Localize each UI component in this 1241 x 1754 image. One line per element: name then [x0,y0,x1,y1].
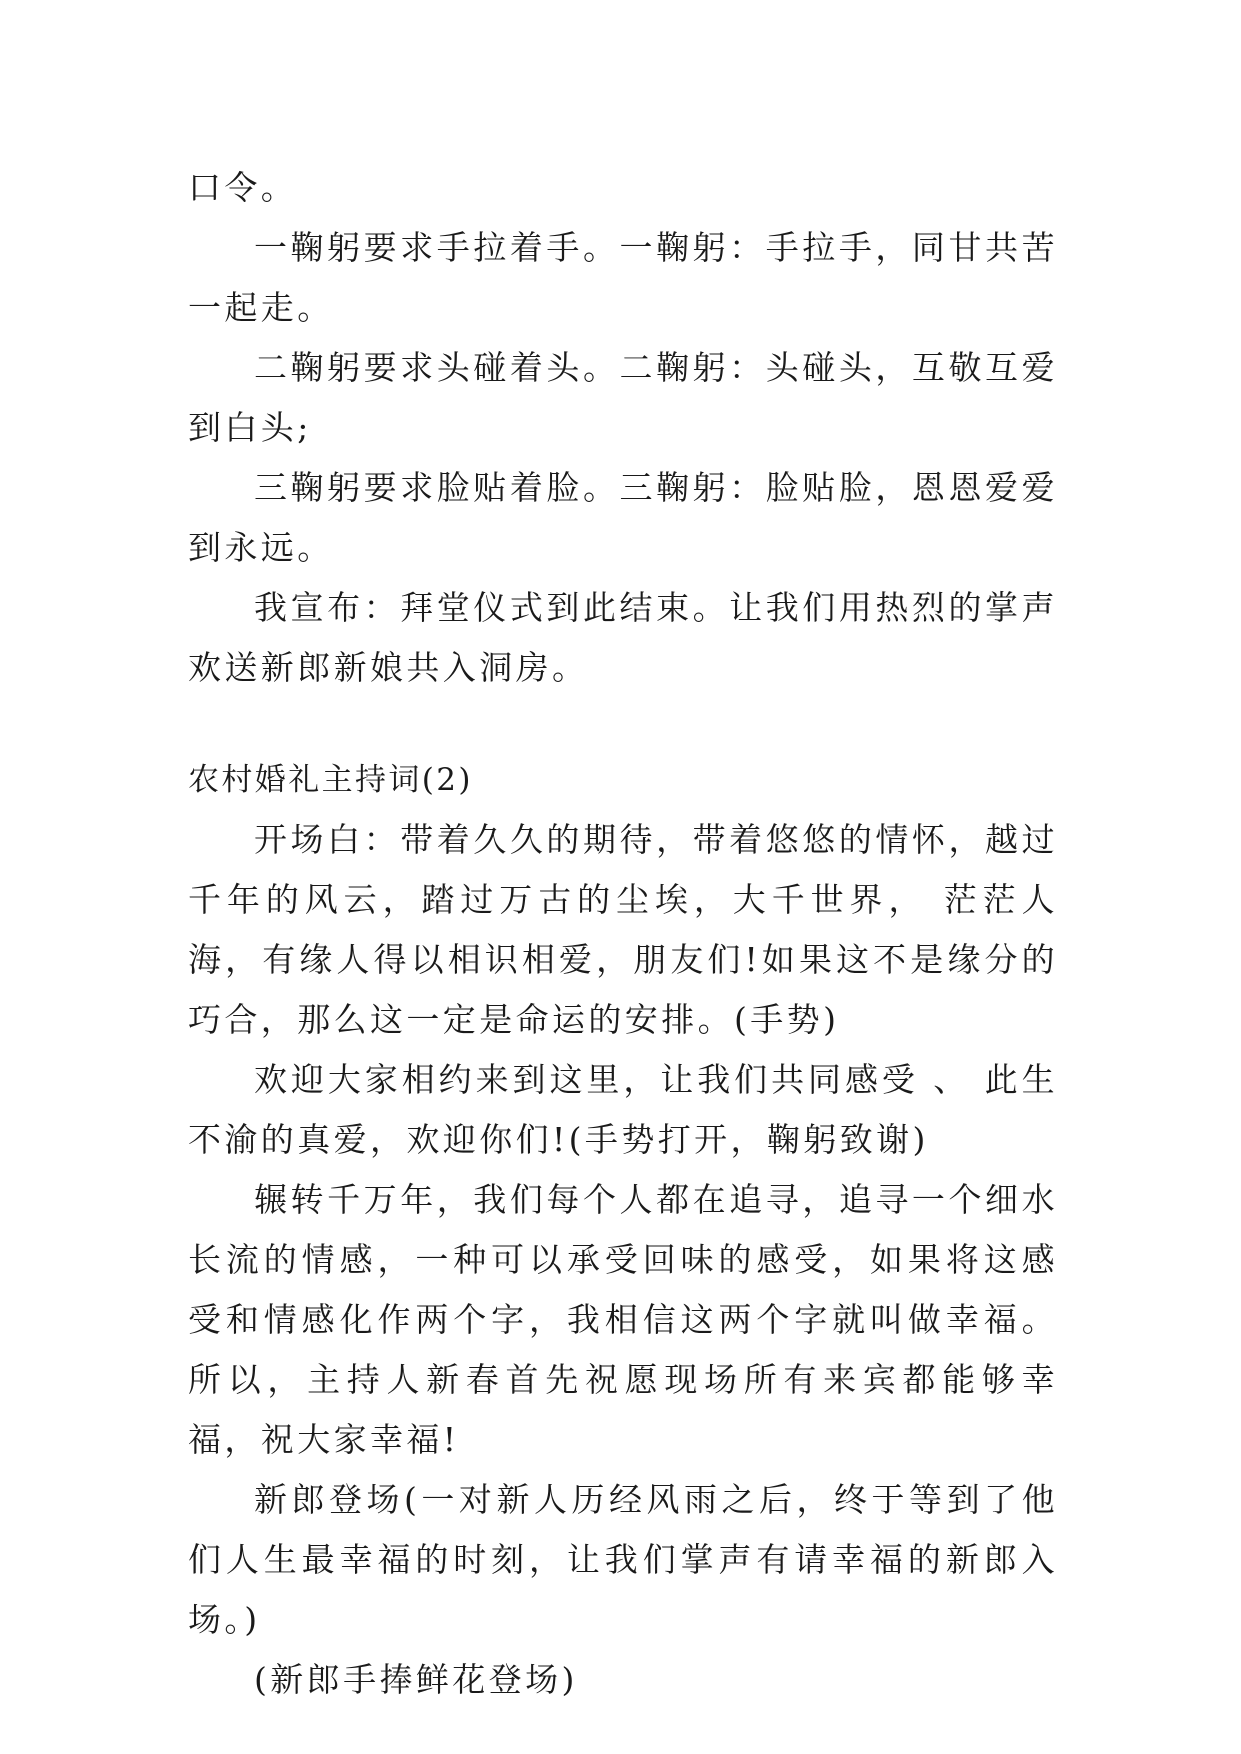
paragraph-first-bow: 一鞠躬要求手拉着手。一鞠躬：手拉手，同甘共苦一起走。 [188,228,1058,327]
section-heading: 农村婚礼主持词(2) [188,762,473,798]
paragraph-opening: 开场白：带着久久的期待，带着悠悠的情怀，越过千年的风云，踏过万古的尘埃，大千世界， 茫茫人海，有缘人得以相识相爱，朋友们!如果这不是缘分的巧合，那么这一定是命运的安排。(手势) [188,820,1058,1039]
paragraph-ceremony-end: 我宣布：拜堂仪式到此结束。让我们用热烈的掌声欢送新郎新娘共入洞房。 [188,588,1058,687]
paragraph-third-bow: 三鞠躬要求脸贴着脸。三鞠躬：脸贴脸，恩恩爱爱到永远。 [188,468,1058,567]
paragraph-happiness: 辗转千万年，我们每个人都在追寻，追寻一个细水长流的情感，一种可以承受回味的感受，如果将这感受和情感化作两个字，我相信这两个字就叫做幸福。所以，主持人新春首先祝愿现场所有来宾都能够幸福，祝大家幸福! [188,1180,1058,1459]
paragraph-groom-entrance: 新郎登场(一对新人历经风雨之后，终于等到了他们人生最幸福的时刻，让我们掌声有请幸福的新郎入场。) [188,1480,1058,1639]
document-page [188,158,1058,1710]
paragraph-welcome: 欢迎大家相约来到这里，让我们共同感受 、 此生不渝的真爱，欢迎你们!(手势打开，鞠躬致谢) [188,1060,1058,1159]
paragraph-continuation: 口令。 [188,168,298,207]
paragraph-second-bow: 二鞠躬要求头碰着头。二鞠躬：头碰头，互敬互爱到白头; [188,348,1058,447]
paragraph-groom-flowers: (新郎手捧鲜花登场) [254,1660,578,1699]
section-spacer [188,698,1058,750]
